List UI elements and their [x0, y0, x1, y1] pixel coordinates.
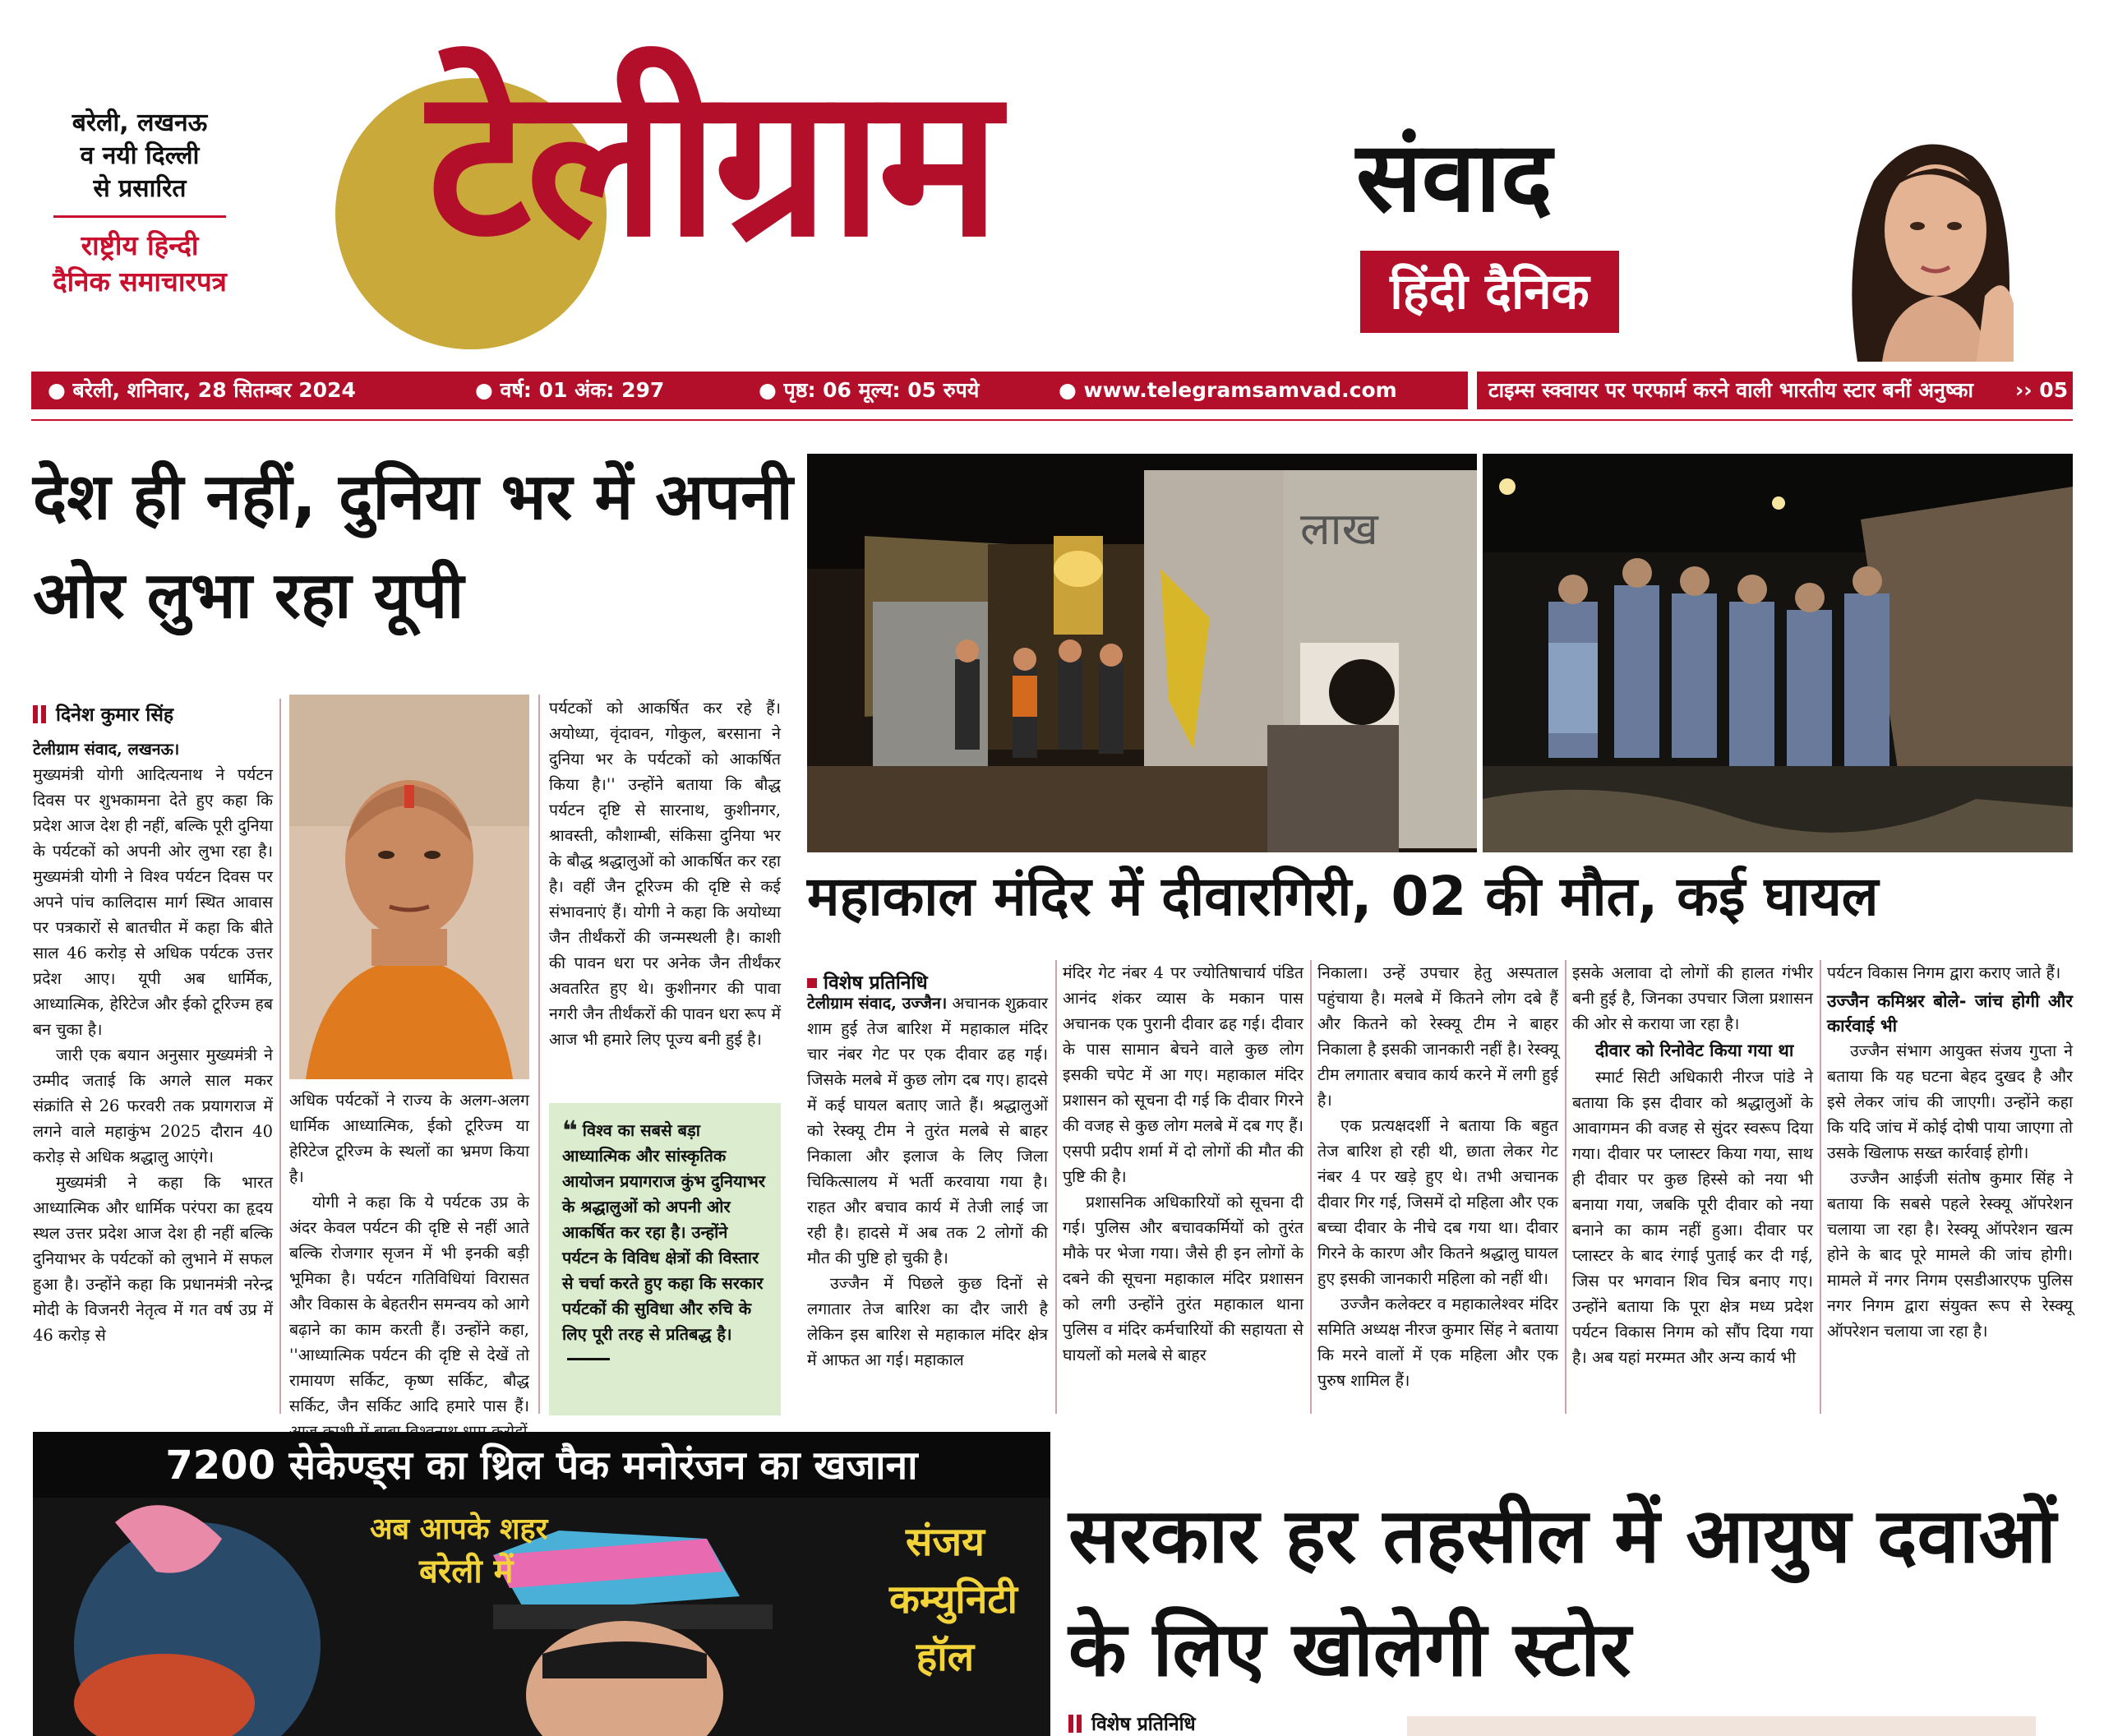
column-rule [1565, 960, 1566, 1414]
mahakal-collapse-photo-2 [1483, 454, 2073, 852]
masthead [0, 0, 2104, 370]
paragraph: मुख्यमंत्री योगी आदित्यनाथ ने पर्यटन दिवस पर शुभकामना देते हुए कहा कि प्रदेश आज देश ही नहीं, बल्कि पूरी दुनिया के पर्यटकों को अपनी ओर लुभा रहा है। मुख्यमंत्री योगी ने विश्व पर्यटन दिवस पर अपने पांच कालिदास मार्ग स्थित आवास पर पत्रकारों से बातचीत में कहा कि बीते साल 46 करोड़ से अधिक पर्यटक उत्तर प्रदेश आए। यूपी अब धार्मिक, आध्यात्मिक, हेरिटेज और ईको टूरिज्म हब बन चुका है। [33, 765, 273, 1039]
story1-column-2 [289, 1087, 529, 1414]
story2-column-4 [1572, 960, 1813, 1414]
column-rule [1310, 960, 1312, 1414]
story2-column-2 [1063, 960, 1303, 1414]
distribution-line: व नयी दिल्ली [80, 141, 200, 170]
column-rule [1820, 960, 1821, 1414]
paragraph: उज्जैन में पिछले कुछ दिनों से लगातार तेज बारिश का दौर जारी है लेकिन इस बारिश से महाकाल मंदिर क्षेत्र में आफत आ गई। महाकाल [807, 1274, 1048, 1369]
paragraph: प्रशासनिक अधिकारियों को सूचना दी गई। पुलिस और बचावकर्मियों को तुरंत मौके पर भेजा गया। जैसे ही इन लोगों के दबने की सूचना महाकाल मंदिर प्रशासन को लगी उन्होंने तुरंत महाकाल थाना पुलिस व मंदिर कर्मचारियों की सहायता से घायलों को मलबे से बाहर [1063, 1193, 1303, 1364]
teaser-bar[interactable] [1477, 372, 2073, 409]
paragraph: पर्यटन विकास निगम द्वारा कराए जाते हैं। [1827, 963, 2061, 982]
story2-headline: महाकाल मंदिर में दीवारगिरी, 02 की मौत, कई घायल [807, 865, 1879, 928]
paragraph: उज्जैन आईजी संतोष कुमार सिंह ने बताया कि सबसे पहले रेस्क्यू ऑपरेशन चलाया जा रहा है। रेस्क्यू ऑपरेशन खत्म होने के बाद पूरे मामले की जांच होगी। मामले में नगर निगम एसडीआरएफ पुलिस नगर निगम द्वारा संयुक्त रूप से रेस्क्यू ऑपरेशन चलाया जा रहा है। [1827, 1169, 2073, 1341]
paragraph: पर्यटकों को आकर्षित कर रहे हैं। अयोध्या, वृंदावन, गोकुल, बरसाना ने दुनिया भर के पर्यटकों को आकर्षित किया है।'' उन्होंने बताया कि बौद्ध पर्यटन दृष्टि से सारनाथ, कुशीनगर, श्रावस्ती, कौशाम्बी, संकिसा दुनिया भर के बौद्ध श्रद्धालुओं को आकर्षित कर रहा है। वहीं जैन टूरिज्म की दृष्टि से कई संभावनाएं हैं। योगी ने कहा कि अयोध्या जैन तीर्थंकरों की जन्मस्थली है। काशी की पावन धरा पर अनेक जैन तीर्थंकर अवतरित हुए थे। कुशीनगर की पावा नगरी जैन तीर्थंकरों की पावन धरा रूप में आज भी हमारे लिए पूज्य बनी हुई है। [549, 699, 781, 1049]
page-price-text: ● पृष्ठ: 06 मूल्य: 05 रुपये [759, 378, 980, 402]
issue-text: ● वर्ष: 01 अंक: 297 [475, 378, 665, 402]
story1-pull-quote: ❝ विश्व का सबसे बड़ा आध्यात्मिक और सांस्कृतिक आयोजन प्रयागराज कुंभ दुनियाभर के श्रद्धालुओं को अपनी ओर आकर्षित कर रहा है। उन्होंने पर्यटन के विविध क्षेत्रों की विस्तार से चर्चा करते हुए कहा कि सरकार पर्यटकों की सुविधा और रुचि के लिए पूरी तरह से प्रतिबद्ध है। [549, 1103, 781, 1415]
divider [53, 215, 226, 218]
story2-column-1 [807, 990, 1048, 1414]
ad-venue-line: कम्युनिटी [888, 1577, 1017, 1623]
paragraph: मंदिर गेट नंबर 4 पर ज्योतिषाचार्य पंडित आनंद शंकर व्यास के मकान पास अचानक एक पुरानी दीवार ढह गई। दीवार के पास सामान बेचने वाले कुछ लोग इसकी चपेट में आ गए। महाकाल मंदिर प्रशासन को सूचना दी गई कि दीवार गिरने की वजह से कुछ लोग मलबे में दब गए हैं। एसपी प्रदीप शर्मा में दो लोगों की मौत की पुष्टि की है। [1063, 963, 1303, 1186]
distribution-line: बरेली, लखनऊ [72, 108, 208, 137]
paragraph: निकाला। उन्हें उपचार हेतु अस्पताल पहुंचाया है। मलबे में कितने लोग दबे हैं और कितने को रेस्क्यू टीम ने बाहर निकाला है इसकी जानकारी नहीं है। रेस्क्यू टीम लगातार बचाव कार्य करने में लगी हुई है। [1317, 963, 1558, 1110]
paragraph: स्मार्ट सिटी अधिकारी नीरज पांडे ने बताया कि इस दीवार को श्रद्धालुओं के आवागमन की वजह से सुंदर स्वरूप दिया गया। दीवार पर प्लास्टर किया गया, साथ ही दीवार पर कुछ हिस्से को नया भी बनाया गया, जबकि पूरी दीवार को नया बनाने का काम नहीं हुआ। दीवार पर प्लास्टर के बाद रंगाई पुताई कर दी गई, जिस पर भगवान शिव चित्र बनाए गए। उन्होंने बताया कि पूरा क्षेत्र मध्य प्रदेश पर्यटन विकास निगम को सौंप दिया गया है। अब यहां मरम्मत और अन्य कार्य भी [1572, 1068, 1813, 1367]
celebrity-photo [1767, 90, 2063, 362]
divider [31, 419, 2073, 421]
newspaper-tagline: हिंदी दैनिक [1360, 251, 1619, 333]
teaser-text: टाइम्स स्क्वायर पर परफार्म करने वाली भारतीय स्टार बनीं अनुष्का [1488, 378, 1973, 402]
column-rule [279, 699, 281, 1414]
paragraph: अचानक शुक्रवार शाम हुई तेज बारिश में महाकाल मंदिर चार नंबर गेट पर एक दीवार ढह गई। जिसके मलबे में कुछ लोग दब गए। हादसे में कई घायल बताए जाते हैं। श्रद्धालुओं को रेस्क्यू टीम ने तुरंत मलबे से बाहर निकाला और इलाज के लिए जिला चिकित्सालय में भर्ती करवाया गया है। राहत और बचाव कार्य में तेजी लाई जा रही है। हादसे में अब तक 2 लोगों की मौत की पुष्टि हो चुकी है। [807, 994, 1049, 1267]
mahakal-collapse-photo-1 [807, 454, 1477, 852]
subhead: दीवार को रिनोवेट किया गया था [1595, 1041, 1794, 1060]
paragraph: एक प्रत्यक्षदर्शी ने बताया कि बहुत तेज बारिश हो रही थी, छाता लेकर गेट नंबर 4 पर खड़े हुए थे। तभी अचानक दीवार गिर गई, जिसमें दो महिला और एक बच्चा दीवार के नीचे दब गया था। दीवार गिरने के कारण और कितने श्रद्धालु घायल हुए इसकी जानकारी महिला को नहीं थी। [1317, 1116, 1558, 1288]
paragraph: उज्जैन संभाग आयुक्त संजय गुप्ता ने बताया कि यह घटना बेहद दुखद है और इसे लेकर जांच की जाएगी। उन्होंने कहा कि यदि जांच में कोई दोषी पाया जाएगा तो उसके खिलाफ सख्त कार्रवाई होगी। [1827, 1041, 2073, 1162]
ad-title: 7200 सेकेण्ड्स का थ्रिल पैक मनोरंजन का खजाना [165, 1443, 918, 1489]
date-text: ● बरेली, शनिवार, 28 सितम्बर 2024 [48, 378, 356, 402]
story3-headline: सरकार हर तहसील में आयुष दवाओं के लिए खोलेगी स्टोर [1068, 1492, 2056, 1693]
story1-column-1 [33, 736, 273, 1410]
ad-venue-line: संजय [906, 1519, 985, 1565]
website-text: ● www.telegramsamvad.com [1059, 378, 1397, 402]
paragraph: मुख्यमंत्री ने कहा कि भारत आध्यात्मिक और धार्मिक परंपरा का हृदय स्थल उत्तर प्रदेश आज देश ही नहीं बल्कि दुनियाभर के पर्यटकों को लुभाने में सफल हुआ है। उन्होंने कहा कि प्रधानमंत्री नरेन्द्र मोदी के विजनरी नेतृत्व में गत वर्ष उप्र में 46 करोड़ से [33, 1173, 273, 1345]
newspaper-logo: टेलीग्राम [427, 43, 996, 282]
dateline: टेलीग्राम संवाद, उज्जैन। [807, 994, 948, 1013]
date-bar [31, 372, 1468, 409]
story3-byline: विशेष प्रतिनिधि [1068, 1710, 1196, 1736]
paragraph: उज्जैन कलेक्टर व महाकालेश्वर मंदिर समिति अध्यक्ष नीरज कुमार सिंह ने बताया कि मरने वालों में एक महिला और एक पुरुष शामिल हैं। [1317, 1295, 1558, 1390]
quote-icon: ❝ [562, 1115, 578, 1146]
newspaper-logo-second: संवाद [1356, 120, 1553, 233]
paragraph: इसके अलावा दो लोगों की हालत गंभीर बनी हुई है, जिनका उपचार जिला प्रशासन की ओर से कराया जा रहा है। [1572, 963, 1813, 1033]
paper-type-line: दैनिक समाचारपत्र [53, 265, 227, 298]
distribution-box [33, 107, 247, 300]
paragraph: अधिक पर्यटकों ने राज्य के अलग-अलग धार्मिक आध्यात्मिक, ईको टूरिज्म या हेरिटेज टूरिज्म के स्थलों का भ्रमण किया है। [289, 1091, 529, 1186]
event-advertisement[interactable] [33, 1432, 1050, 1736]
paper-type-line: राष्ट्रीय हिन्दी [81, 229, 199, 261]
subhead: उज्जैन कमिश्नर बोले- जांच होगी और कार्रवाई भी [1827, 991, 2073, 1036]
teaser-page-ref: ›› 05 [2015, 378, 2069, 402]
story1-headline: देश ही नहीं, दुनिया भर में अपनी ओर लुभा रहा यूपी [33, 460, 793, 633]
quote-end-rule [567, 1358, 610, 1360]
paragraph: योगी ने कहा कि ये पर्यटक उप्र के अंदर केवल पर्यटन की दृष्टि से नहीं आते बल्कि रोजगार सृजन में भी इनकी बड़ी भूमिका है। पर्यटन गतिविधियां विरासत और विकास के बेहतरीन समन्वय को आगे बढ़ाने का काम करती हैं। उन्होंने कहा, ''आध्यात्मिक पर्यटन की दृष्टि से देखें तो रामायण सर्किट, कृष्ण सर्किट, बौद्ध सर्किट, जैन सर्किट आदि हमारे पास हैं। [289, 1193, 529, 1415]
story2-column-5 [1827, 960, 2073, 1414]
column-rule [1055, 960, 1057, 1414]
column-rule [538, 695, 540, 1414]
story2-column-3 [1317, 960, 1558, 1414]
ad-city: बरेली में [419, 1553, 514, 1591]
paragraph: जारी एक बयान अनुसार मुख्यमंत्री ने उम्मीद जताई कि अगले साल मकर संक्रांति से 26 फरवरी तक प्रयागराज में लगने वाले महाकुंभ 2025 दौरान 40 करोड़ से अधिक श्रद्धालु आएंगे। [33, 1046, 273, 1166]
story2-byline: विशेष प्रतिनिधि [807, 968, 928, 995]
story3-photo-top [1407, 1716, 2036, 1736]
story1-column-3 [549, 695, 781, 1098]
wall-lettering: लाख [1300, 503, 1378, 555]
distribution-line: से प्रसारित [93, 174, 187, 203]
ad-subtitle: अब आपके शहर [370, 1512, 548, 1546]
story1-byline: दिनेश कुमार सिंह [33, 700, 173, 727]
dateline: टेलीग्राम संवाद, लखनऊ। [33, 740, 180, 759]
ad-venue-line: हॉल [916, 1634, 975, 1680]
chief-minister-photo [289, 695, 529, 1079]
